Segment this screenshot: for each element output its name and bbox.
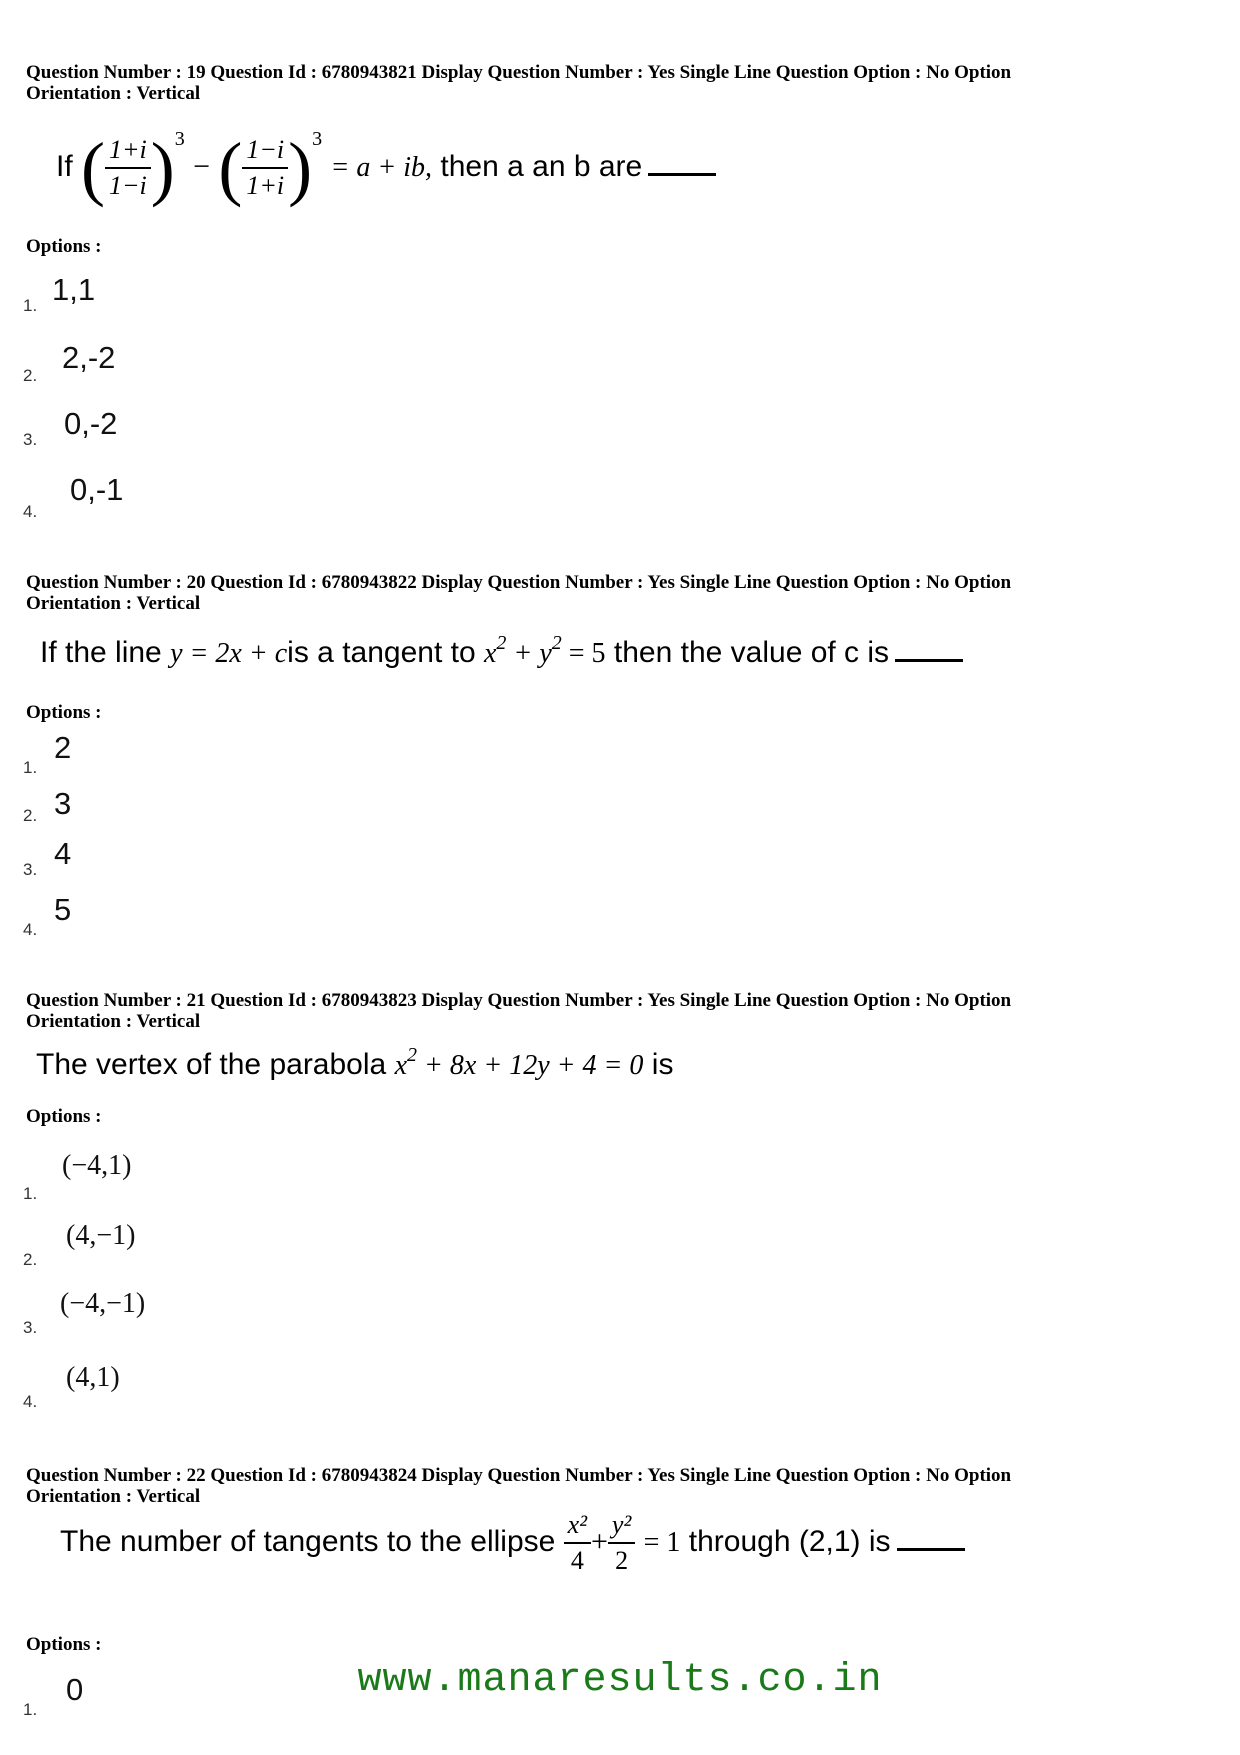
question-20-meta xyxy=(26,572,1146,614)
stem-text: then a an b are xyxy=(440,149,643,183)
stem-text: The number of tangents to the ellipse xyxy=(60,1524,556,1558)
stem-text: is xyxy=(651,1048,674,1081)
stem-text: through (2,1) is xyxy=(688,1524,891,1558)
option-number: 3. xyxy=(23,860,38,879)
paren-open: ( xyxy=(81,128,105,208)
fraction-denominator: 1+i xyxy=(246,171,285,200)
option-number: 4. xyxy=(23,920,38,939)
options-label: Options : xyxy=(26,1634,102,1655)
option-value: 1,1 xyxy=(52,272,96,307)
option-number: 2. xyxy=(23,366,38,385)
option-value: 2,-2 xyxy=(62,340,116,375)
exponent: 3 xyxy=(312,128,323,150)
options-label: Options : xyxy=(26,702,102,723)
option-number: 1. xyxy=(23,1700,38,1719)
option-value: 5 xyxy=(54,892,72,927)
option-value: 0 xyxy=(66,1672,84,1707)
question-meta-line: Question Number : 21 Question Id : 6780943823 Display Question Number : Yes Single Line Question Option : No Option xyxy=(26,990,1012,1011)
stem-text: If the line xyxy=(40,636,162,669)
fraction xyxy=(564,1508,591,1578)
answer-blank xyxy=(897,1544,965,1551)
question-meta-line: Question Number : 22 Question Id : 6780943824 Display Question Number : Yes Single Line Question Option : No Option xyxy=(26,1465,1012,1486)
math-term: + y xyxy=(506,638,552,669)
answer-blank xyxy=(895,655,963,662)
fraction-denominator: 1−i xyxy=(109,171,147,200)
question-meta-line: Orientation : Vertical xyxy=(26,1486,201,1507)
math-expression: = a + ib, xyxy=(330,151,433,183)
option-value: 4 xyxy=(54,836,72,871)
option-number: 2. xyxy=(23,806,38,825)
option-number: 4. xyxy=(23,1392,38,1411)
option-number: 2. xyxy=(23,1250,38,1269)
stem-text: The vertex of the parabola xyxy=(36,1048,387,1081)
math-term: x xyxy=(394,1050,407,1081)
question-21-meta xyxy=(26,990,1146,1032)
watermark-url: www.manaresults.co.in xyxy=(357,1658,883,1703)
math-term: = 5 xyxy=(561,638,606,669)
math-expression: y = 2x + c xyxy=(170,638,288,669)
exponent: 3 xyxy=(174,128,185,150)
stem-text: then the value of c is xyxy=(613,636,890,669)
minus-sign: − xyxy=(193,149,211,183)
question-meta-line: Question Number : 19 Question Id : 6780943821 Display Question Number : Yes Single Line Question Option : No Option xyxy=(26,62,1012,83)
question-22-meta xyxy=(26,1465,1146,1507)
exponent: 2 xyxy=(496,632,507,654)
question-meta-line: Orientation : Vertical xyxy=(26,1011,201,1032)
option-value: 3 xyxy=(54,786,72,821)
question-meta-line: Orientation : Vertical xyxy=(26,83,201,104)
option-value: (4,1) xyxy=(66,1362,120,1393)
fraction-numerator: 1+i xyxy=(105,133,151,169)
answer-blank xyxy=(648,169,716,176)
option-value: (4,−1) xyxy=(66,1220,136,1251)
question-meta-line: Question Number : 20 Question Id : 6780943822 Display Question Number : Yes Single Line Question Option : No Option xyxy=(26,572,1012,593)
math-term: x xyxy=(483,638,497,669)
question-20-stem xyxy=(0,632,1240,732)
question-meta-line: Orientation : Vertical xyxy=(26,593,201,614)
fraction xyxy=(105,133,151,203)
options-label: Options : xyxy=(26,236,102,257)
option-value: 0,-2 xyxy=(64,406,118,441)
fraction xyxy=(608,1508,635,1578)
fraction xyxy=(242,133,288,203)
math-term: + 8x + 12y + 4 = 0 xyxy=(417,1050,644,1081)
question-22-stem xyxy=(0,1508,1240,1608)
options-label: Options : xyxy=(26,1106,102,1127)
option-number: 1. xyxy=(23,296,38,315)
paren-close: ) xyxy=(150,128,175,208)
option-number: 3. xyxy=(23,1318,38,1337)
math-expression xyxy=(483,632,606,669)
fraction-denominator: 2 xyxy=(615,1546,629,1575)
paren-open: ( xyxy=(218,128,243,208)
exponent: 2 xyxy=(407,1044,417,1066)
paren-close: ) xyxy=(288,128,313,208)
math-expression xyxy=(394,1044,644,1081)
stem-text: is a tangent to xyxy=(287,636,476,669)
fraction-numerator: y² xyxy=(608,1508,635,1544)
option-value: 2 xyxy=(54,730,72,765)
option-number: 4. xyxy=(23,502,38,521)
option-value: (−4,1) xyxy=(62,1150,132,1181)
option-number: 3. xyxy=(23,430,38,449)
option-number: 1. xyxy=(23,758,38,777)
fraction-numerator: 1−i xyxy=(242,133,288,169)
stem-text: If xyxy=(56,149,73,183)
fraction-numerator: x² xyxy=(564,1508,591,1544)
math-expression: = 1 xyxy=(643,1526,681,1558)
option-value: (−4,−1) xyxy=(60,1288,146,1319)
option-value: 0,-1 xyxy=(70,472,124,507)
option-number: 1. xyxy=(23,1184,38,1203)
exponent: 2 xyxy=(551,632,562,654)
question-19-stem xyxy=(0,118,1240,218)
question-21-stem xyxy=(0,1044,1240,1144)
plus-sign: + xyxy=(591,1524,608,1558)
question-19-meta xyxy=(26,62,1146,104)
fraction-denominator: 4 xyxy=(570,1546,584,1575)
